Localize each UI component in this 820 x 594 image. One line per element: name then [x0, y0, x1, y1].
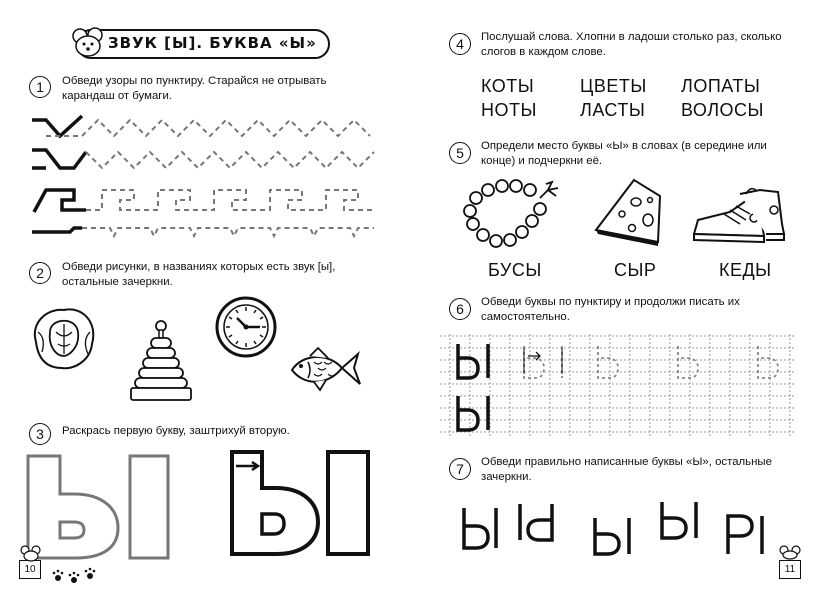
- sneakers-picture: [690, 184, 790, 248]
- task-number-7: 7: [449, 458, 471, 480]
- task-text-6: Обведи буквы по пунктиру и продолжи писать их самостоятельно.: [481, 296, 740, 323]
- word-volosy: ВОЛОСЫ: [681, 100, 764, 120]
- letter-choice-4[interactable]: [656, 500, 702, 542]
- task-text-4: Послушай слова. Хлопни в ладоши столько раз, сколько слогов в каждом слове.: [481, 31, 782, 58]
- beads-picture: [464, 180, 564, 250]
- zigzag-pattern-1: [30, 112, 380, 144]
- letter-choice-5-wrong[interactable]: [722, 512, 768, 558]
- clock-picture[interactable]: [210, 296, 282, 358]
- fish-picture[interactable]: [288, 344, 364, 394]
- writing-grid[interactable]: [440, 334, 796, 438]
- page-title: ЗВУК [Ы]. БУКВА «Ы»: [108, 34, 317, 52]
- word-koty: КОТЫ: [481, 76, 535, 96]
- cheese-picture: [592, 176, 672, 248]
- mouse-corner-icon: [20, 544, 42, 562]
- letter-choice-3[interactable]: [589, 516, 635, 558]
- task-text-3: Раскрась первую букву, заштрихуй вторую.: [62, 425, 290, 437]
- task-number-4: 4: [449, 33, 471, 55]
- task-text-5: Определи место буквы «Ы» в словах (в середине или конце) и подчеркни её.: [481, 140, 767, 167]
- task-text-2: Обведи рисунки, в названиях которых есть звук [ы], остальные зачеркни.: [62, 261, 336, 288]
- task-number-1: 1: [29, 76, 51, 98]
- task-number-5: 5: [449, 142, 471, 164]
- paw-prints-icon: [50, 566, 100, 586]
- mouse-corner-right-icon: [778, 544, 802, 560]
- letter-choice-1[interactable]: [458, 506, 502, 552]
- page-number-right: 11: [779, 560, 801, 579]
- outline-letter-to-hatch[interactable]: [218, 448, 378, 556]
- word-kedy: КЕДЫ: [719, 260, 772, 280]
- outline-letter-to-color[interactable]: [22, 454, 202, 558]
- cabbage-picture[interactable]: [28, 302, 100, 372]
- letter-choice-2-mirrored[interactable]: [514, 502, 558, 542]
- task-text-7: Обведи правильно написанные буквы «Ы», остальные зачеркни.: [481, 456, 772, 483]
- word-lasty: ЛАСТЫ: [580, 100, 646, 120]
- task-number-6: 6: [449, 298, 471, 320]
- task-number-3: 3: [29, 423, 51, 445]
- meander-pattern: [30, 184, 380, 240]
- word-noty: НОТЫ: [481, 100, 537, 120]
- task-number-2: 2: [29, 262, 51, 284]
- mouse-icon: [70, 26, 106, 60]
- pyramid-toy-picture[interactable]: [126, 318, 196, 408]
- zigzag-pattern-2: [30, 146, 380, 176]
- word-busy: БУСЫ: [488, 260, 542, 280]
- page-number-left: 10: [19, 560, 41, 579]
- word-tsvety: ЦВЕТЫ: [580, 76, 647, 96]
- task-text-1: Обведи узоры по пунктиру. Старайся не отрывать карандаш от бумаги.: [62, 75, 327, 102]
- word-lopaty: ЛОПАТЫ: [681, 76, 761, 96]
- word-syr: СЫР: [614, 260, 657, 280]
